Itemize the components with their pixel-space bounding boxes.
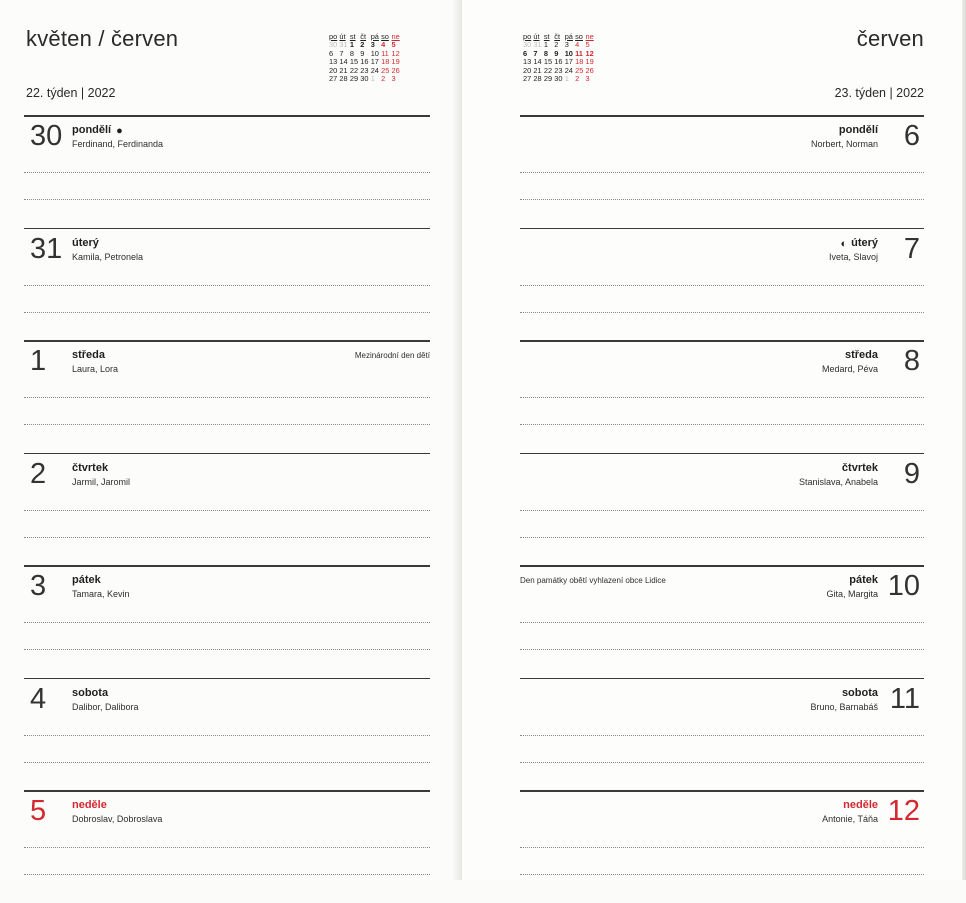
- name-day: Bruno, Barnabáš: [810, 701, 878, 712]
- day-number: 12: [887, 795, 920, 827]
- day-number: 1: [30, 345, 47, 377]
- mini-calendar-date: 3: [564, 40, 569, 50]
- mini-calendar-weekday: so: [575, 32, 583, 41]
- weekday-label: čtvrtek: [841, 461, 878, 474]
- day-block-left-1[interactable]: [24, 228, 430, 341]
- day-number: 8: [903, 345, 920, 377]
- day-number: 30: [30, 120, 63, 152]
- mini-calendar-date: 7: [339, 48, 344, 58]
- weekday-label: neděle: [843, 799, 878, 811]
- weekday-name: [839, 124, 878, 136]
- writing-line[interactable]: [520, 510, 924, 511]
- writing-line[interactable]: [520, 847, 924, 848]
- writing-line[interactable]: [24, 874, 430, 875]
- left-page: [0, 0, 458, 880]
- day-number: 10: [887, 570, 920, 602]
- mini-calendar-weekday: po: [523, 32, 532, 41]
- weekday-name: [72, 687, 108, 699]
- day-block-left-0[interactable]: [24, 115, 430, 228]
- mini-calendar-date: 12: [391, 48, 400, 58]
- name-day: Gita, Margita: [826, 589, 878, 599]
- mini-calendar-date: 8: [349, 48, 354, 58]
- mini-calendar-date: 15: [543, 57, 553, 67]
- name-day: Kamila, Petronela: [72, 251, 144, 262]
- writing-line[interactable]: [24, 285, 430, 286]
- mini-calendar-date: 29: [543, 74, 553, 84]
- mini-calendar-date: 5: [391, 40, 396, 50]
- right-page-title: červen: [856, 26, 924, 51]
- day-block-right-0[interactable]: [520, 115, 924, 228]
- day-number: 7: [903, 232, 920, 265]
- name-day: Jarmil, Jaromil: [72, 476, 131, 487]
- day-block-left-5[interactable]: [24, 678, 430, 791]
- mini-calendar-date: 13: [329, 57, 338, 67]
- left-page-title: květen / červen: [26, 26, 179, 51]
- day-block-left-6[interactable]: [24, 790, 430, 903]
- mini-calendar-weekday: čt: [360, 32, 367, 41]
- weekday-name: [849, 574, 878, 586]
- mini-calendar-date: 26: [391, 65, 400, 75]
- day-number: 3: [30, 570, 47, 602]
- weekday-name: [842, 687, 878, 699]
- mini-calendar-date: 27: [329, 74, 338, 84]
- mini-calendar-weekday: pá: [564, 32, 573, 41]
- writing-line[interactable]: [520, 397, 924, 398]
- weekday-name: [72, 349, 105, 361]
- mini-calendar-date: 1: [543, 40, 548, 50]
- mini-calendar-date: 4: [575, 40, 580, 50]
- mini-calendar-date: 4: [381, 40, 386, 50]
- mini-calendar-date: 1: [564, 74, 569, 84]
- mini-calendar-date: 12: [585, 48, 594, 58]
- day-block-left-3[interactable]: [24, 453, 430, 566]
- writing-line[interactable]: [24, 649, 430, 650]
- weekday-label: pátek: [72, 574, 101, 586]
- mini-calendar-weekday: st: [543, 32, 550, 41]
- mini-calendar-date: 6: [523, 48, 528, 58]
- mini-calendar-date: 18: [575, 57, 584, 67]
- mini-calendar-date: 22: [349, 65, 359, 75]
- day-number: 4: [30, 682, 47, 715]
- name-day: Stanislava, Anabela: [798, 476, 878, 487]
- day-block-right-5[interactable]: [520, 678, 924, 791]
- mini-calendar-date: 31: [533, 40, 542, 50]
- writing-line[interactable]: [24, 847, 430, 848]
- day-number: 5: [30, 795, 47, 827]
- mini-calendar-date: 28: [339, 74, 348, 84]
- mini-calendar-date: 22: [543, 65, 553, 75]
- weekday-label: úterý: [72, 236, 99, 249]
- weekday-name: [72, 462, 108, 474]
- name-day: Norbert, Norman: [810, 139, 878, 149]
- name-day: Dalibor, Dalibora: [72, 701, 139, 712]
- mini-calendar-weekday: st: [349, 32, 356, 41]
- weekday-label: sobota: [72, 686, 109, 699]
- weekday-label: úterý: [851, 236, 878, 249]
- day-block-right-1[interactable]: [520, 228, 924, 341]
- weekday-name: [72, 124, 123, 137]
- mini-calendar-date: 28: [533, 74, 542, 84]
- mini-calendar-date: 26: [585, 65, 594, 75]
- day-block-right-4[interactable]: [520, 565, 924, 678]
- left-mini-calendar-table: [329, 33, 402, 83]
- mini-calendar-date: 31: [339, 40, 348, 50]
- writing-line[interactable]: [520, 424, 924, 425]
- writing-line[interactable]: [520, 172, 924, 173]
- mini-calendar-date: 9: [554, 48, 559, 58]
- mini-calendar-date: 30: [329, 40, 338, 50]
- mini-calendar-weekday: ne: [585, 32, 594, 41]
- mini-calendar-date: 24: [370, 65, 379, 75]
- mini-calendar-weekday: út: [533, 32, 540, 41]
- mini-calendar-date: 16: [360, 57, 369, 67]
- mini-calendar-date: 2: [381, 74, 386, 84]
- mini-calendar-date: 30: [523, 40, 532, 50]
- mini-calendar-date: 10: [370, 48, 379, 58]
- right-mini-calendar-table: [523, 33, 596, 83]
- mini-calendar-date: 17: [564, 57, 573, 67]
- weekday-name: [842, 462, 878, 474]
- name-day: Tamara, Kevin: [72, 589, 130, 599]
- weekday-name: [845, 349, 878, 361]
- mini-calendar-date: 1: [370, 74, 375, 84]
- mini-calendar-date: 9: [360, 48, 365, 58]
- mini-calendar-date: 3: [370, 40, 375, 50]
- mini-calendar-weekday: po: [329, 32, 338, 41]
- mini-calendar-date: 11: [575, 48, 583, 58]
- writing-line[interactable]: [520, 285, 924, 286]
- right-page: [462, 0, 966, 880]
- right-week-label: 23. týden | 2022: [834, 86, 924, 100]
- writing-line[interactable]: [24, 172, 430, 173]
- mini-calendar-date: 21: [533, 65, 542, 75]
- mini-calendar-date: 19: [391, 57, 400, 67]
- day-block-right-2[interactable]: [520, 340, 924, 453]
- mini-calendar-date: 25: [575, 65, 584, 75]
- name-day: Ferdinand, Ferdinanda: [72, 139, 164, 149]
- name-day: Antonie, Táňa: [822, 814, 878, 824]
- writing-line[interactable]: [24, 397, 430, 398]
- writing-line[interactable]: [520, 199, 924, 200]
- mini-calendar-date: 6: [329, 48, 334, 58]
- weekday-label: pátek: [849, 574, 878, 586]
- name-day: Iveta, Slavoj: [828, 251, 878, 262]
- holiday-note: Mezinárodní den dětí: [354, 351, 430, 360]
- weekday-name: [840, 237, 878, 250]
- mini-calendar-date: 23: [360, 65, 369, 75]
- writing-line[interactable]: [520, 735, 924, 736]
- writing-line[interactable]: [24, 424, 430, 425]
- day-number: 11: [889, 682, 920, 715]
- writing-line[interactable]: [24, 199, 430, 200]
- mini-calendar-date: 13: [523, 57, 532, 67]
- mini-calendar-date: 16: [554, 57, 563, 67]
- mini-calendar-date: 25: [381, 65, 390, 75]
- mini-calendar-date: 11: [381, 48, 389, 58]
- mini-calendar-date: 2: [554, 40, 559, 50]
- writing-line[interactable]: [520, 312, 924, 313]
- mini-calendar-date: 1: [349, 40, 354, 50]
- writing-line[interactable]: [24, 537, 430, 538]
- mini-calendar-weekday: so: [381, 32, 389, 41]
- weekday-label: středa: [72, 349, 106, 361]
- mini-calendar-date: 30: [360, 74, 369, 84]
- day-number: 31: [30, 232, 63, 265]
- weekday-name: [72, 574, 101, 586]
- mini-calendar-date: 7: [533, 48, 538, 58]
- day-number: 2: [30, 457, 47, 490]
- mini-calendar-date: 20: [329, 65, 338, 75]
- moon-phase-icon: ●: [116, 125, 123, 137]
- mini-calendar-date: 3: [391, 74, 396, 84]
- mini-calendar-date: 10: [564, 48, 573, 58]
- name-day: Laura, Lora: [72, 364, 119, 374]
- mini-calendar-date: 27: [523, 74, 532, 84]
- mini-calendar-date: 29: [349, 74, 359, 84]
- mini-calendar-date: 14: [533, 57, 542, 67]
- writing-line[interactable]: [24, 735, 430, 736]
- mini-calendar-weekday: út: [339, 32, 346, 41]
- mini-calendar-date: 5: [585, 40, 590, 50]
- weekday-name: [843, 799, 878, 811]
- moon-phase-icon: ◐: [840, 237, 848, 250]
- mini-calendar-date: 14: [339, 57, 348, 67]
- weekday-label: pondělí: [838, 124, 878, 136]
- mini-calendar-date: 20: [523, 65, 532, 75]
- mini-calendar-weekday: pá: [370, 32, 379, 41]
- writing-line[interactable]: [24, 510, 430, 511]
- day-block-right-6[interactable]: [520, 790, 924, 903]
- mini-calendar-date: 18: [381, 57, 390, 67]
- mini-calendar-date: 3: [585, 74, 590, 84]
- writing-line[interactable]: [24, 312, 430, 313]
- mini-calendar-date: 21: [339, 65, 348, 75]
- mini-calendar-date: 23: [554, 65, 563, 75]
- weekday-label: středa: [844, 349, 878, 361]
- mini-calendar-date: 2: [575, 74, 580, 84]
- day-number: 9: [903, 457, 920, 490]
- weekday-label: sobota: [841, 686, 878, 699]
- mini-calendar-weekday: čt: [554, 32, 561, 41]
- writing-line[interactable]: [24, 762, 430, 763]
- writing-line[interactable]: [24, 622, 430, 623]
- holiday-note: Den památky obětí vyhlazení obce Lidice: [520, 576, 666, 585]
- name-day: Dobroslav, Dobroslava: [72, 814, 163, 824]
- mini-calendar-date: 24: [564, 65, 573, 75]
- day-number: 6: [903, 120, 920, 152]
- weekday-label: čtvrtek: [72, 461, 109, 474]
- writing-line[interactable]: [520, 622, 924, 623]
- right-mini-calendar: [523, 33, 596, 83]
- mini-calendar-date: 8: [543, 48, 548, 58]
- left-week-label: 22. týden | 2022: [26, 86, 116, 100]
- mini-calendar-date: 19: [585, 57, 594, 67]
- writing-line[interactable]: [520, 537, 924, 538]
- left-mini-calendar: [329, 33, 402, 83]
- weekday-label: pondělí: [72, 124, 112, 136]
- writing-line[interactable]: [520, 762, 924, 763]
- writing-line[interactable]: [520, 874, 924, 875]
- day-block-left-2[interactable]: [24, 340, 430, 453]
- weekday-label: neděle: [72, 799, 107, 811]
- mini-calendar-date: 17: [370, 57, 379, 67]
- mini-calendar-weekday: ne: [391, 32, 400, 41]
- mini-calendar-date: 2: [360, 40, 365, 50]
- weekday-name: [72, 799, 107, 811]
- name-day: Medard, Péva: [821, 364, 878, 374]
- day-block-right-3[interactable]: [520, 453, 924, 566]
- mini-calendar-date: 30: [554, 74, 563, 84]
- mini-calendar-date: 15: [349, 57, 359, 67]
- day-block-left-4[interactable]: [24, 565, 430, 678]
- writing-line[interactable]: [520, 649, 924, 650]
- weekday-name: [72, 237, 99, 249]
